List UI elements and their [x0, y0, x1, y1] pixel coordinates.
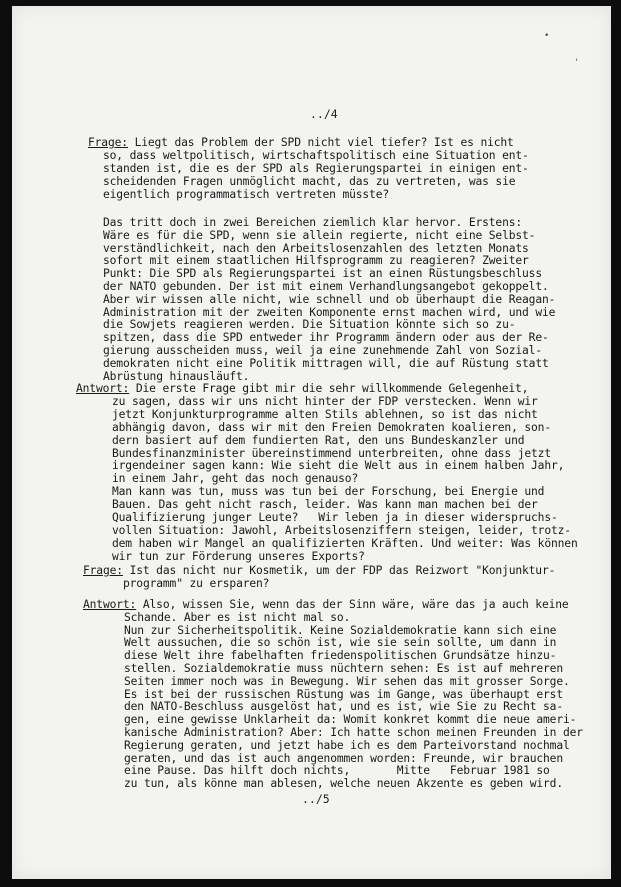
text-line: [124, 777, 563, 790]
line-text: zu tun, als könne man ablesen, welche neuen Akzente es geben wird.: [124, 777, 563, 791]
line-text: demokraten nicht eine Politik mittragen will, die auf Rüstung statt: [103, 356, 549, 370]
text-line: [124, 713, 576, 726]
line-text: eigentlich programmatisch vertreten müsste?: [103, 188, 390, 201]
line-text: in einem Jahr, geht das noch genauso?: [112, 472, 359, 486]
text-line: [112, 511, 558, 524]
text-line: [112, 408, 538, 421]
page-marker-bottom: ../5: [302, 792, 330, 806]
text-line: [124, 624, 556, 637]
text-line: [124, 611, 350, 624]
speaker-label: Frage:: [88, 136, 128, 149]
line-text: standen ist, die es der SPD als Regierungspartei in einigen ent-: [103, 162, 529, 175]
line-text: diese Welt ihre fabelhaften friedenspolitischen Grundsätze hinzu-: [124, 649, 557, 663]
speaker-label: Antwort:: [76, 382, 130, 395]
line-text: Regierung geraten, und jetzt habe ich es dem Parteivorstand nochmal: [124, 738, 570, 752]
text-line: [124, 700, 563, 713]
line-text: Die erste Frage gibt mir die sehr willkommende Gelegenheit,: [129, 382, 529, 395]
document-page: [12, 6, 611, 879]
line-text: den NATO-Beschluss ausgelöst hat, und es ist, wie Sie zu Recht sa-: [124, 700, 563, 714]
text-line: [103, 357, 549, 370]
line-text: Qualifizierung junger Leute? Wir leben ja in dieser widerspruchs-: [112, 511, 558, 524]
line-text: dem haben wir Mangel an qualifizierten Kräften. Und weiter: Was können: [112, 536, 578, 550]
text-line: [123, 577, 269, 590]
text-line: [103, 306, 555, 319]
text-line: [103, 344, 542, 357]
line-text: verständlichkeit, nach den Arbeitslosenzahlen des letzten Monats: [103, 241, 529, 255]
line-text: Punkt: Die SPD als Regierungspartei ist an einen Rüstungsbeschluss: [103, 267, 542, 281]
line-text: Abrüstung hinausläuft.: [103, 369, 250, 383]
speaker-label: Antwort:: [83, 598, 137, 611]
text-line: [112, 434, 524, 447]
text-line: [103, 162, 529, 175]
text-line: [112, 472, 358, 485]
text-line: [124, 739, 570, 752]
corner-mark: ': [574, 58, 580, 68]
line-text: Seiten immer noch was in Bewegung. Wir sehen das mit grosser Sorge.: [124, 674, 570, 688]
text-line: [88, 136, 514, 149]
text-line: [103, 242, 529, 255]
text-line: [103, 254, 529, 267]
line-text: Aber wir wissen alle nicht, wie schnell und ob überhaupt die Reagan-: [103, 292, 556, 306]
text-line: [124, 675, 570, 688]
text-line: [103, 331, 549, 344]
text-line: [112, 447, 551, 460]
text-line: [124, 649, 556, 662]
line-text: Ist das nicht nur Kosmetik, um der FDP das Reizwort "Konjunktur-: [122, 564, 556, 577]
text-line: [112, 537, 578, 550]
page-marker-top: ../4: [310, 107, 338, 121]
text-line: [124, 752, 563, 765]
line-text: jetzt Konjunkturprogramme alten Stils ablehnen, so ist das nicht: [112, 407, 538, 421]
text-line: [112, 459, 564, 472]
line-text: Also, wissen Sie, wenn das der Sinn wäre, wäre das ja auch keine: [136, 598, 569, 611]
text-line: [112, 524, 571, 537]
line-text: geraten, und das ist auch angenommen worden: Freunde, wir brauchen: [124, 751, 563, 765]
text-line: [103, 175, 515, 188]
text-line: [103, 149, 529, 162]
line-text: sofort mit einem staatlichen Hilfsprogramm zu reagieren? Zweiter: [103, 254, 529, 268]
line-text: zu sagen, dass wir uns nicht hinter der FDP verstecken. Wenn wir: [112, 394, 538, 408]
text-line: [103, 188, 389, 201]
line-text: Es ist bei der russischen Rüstung was im Gange, was überhaupt erst: [124, 687, 563, 701]
line-text: die Sowjets reagieren werden. Die Situation könnte sich so zu-: [103, 318, 516, 332]
text-line: [83, 564, 555, 577]
line-text: der NATO gebunden. Der ist mit einem Verhandlungsangebot gekoppelt.: [103, 280, 549, 293]
line-text: stellen. Sozialdemokratie muss nüchtern sehen: Es ist auf mehreren: [124, 662, 563, 675]
text-line: [103, 318, 515, 331]
line-text: vollen Situation: Jawohl, Arbeitslosenziffern steigen, leider, trotz-: [112, 523, 571, 537]
line-text: Bundesfinanzminister übereinstimmend unterbreiten, ohne dass jetzt: [112, 446, 551, 460]
text-line: [112, 485, 544, 498]
text-line: [124, 636, 556, 649]
line-text: Wäre es für die SPD, wenn sie allein regierte, nicht eine Selbst-: [103, 228, 536, 242]
corner-mark: •: [544, 31, 550, 41]
text-line: [103, 267, 542, 280]
line-text: gen, eine gewisse Unklarheit da: Womit konkret kommt die neue ameri-: [124, 713, 577, 727]
text-line: [112, 395, 538, 408]
text-line: [83, 598, 569, 611]
text-line: [103, 229, 535, 242]
text-line: [103, 370, 249, 383]
line-text: scheidenden Fragen unmöglicht macht, das zu vertreten, was sie: [103, 175, 516, 188]
text-line: [76, 382, 528, 395]
line-text: Man kann was tun, muss was tun bei der Forschung, bei Energie und: [112, 485, 545, 499]
text-line: [124, 662, 563, 675]
text-line: [103, 293, 555, 306]
text-line: [103, 216, 522, 229]
line-text: dern basiert auf dem fundierten Rat, den uns Bundeskanzler und: [112, 433, 525, 447]
line-text: Nun zur Sicherheitspolitik. Keine Sozialdemokratie kann sich eine: [124, 623, 557, 637]
line-text: abhängig davon, dass wir mit den Freien Demokraten koalieren, son-: [112, 420, 551, 434]
text-line: [112, 498, 538, 511]
line-text: Bauen. Das geht nicht rasch, leider. Was kann man machen bei der: [112, 498, 538, 512]
line-text: Das tritt doch in zwei Bereichen ziemlich klar hervor. Erstens:: [103, 216, 523, 229]
line-text: programm" zu ersparen?: [123, 577, 270, 590]
line-text: Liegt das Problem der SPD nicht viel tiefer? Ist es nicht: [127, 136, 514, 149]
line-text: gierung ausscheiden muss, weil ja eine zunehmende Zahl von Sozial-: [103, 344, 542, 357]
line-text: eine Pause. Das hilft doch nichts, Mitte Februar 1981 so: [124, 764, 550, 778]
line-text: Administration mit der zweiten Komponente ernst machen wird, und wie: [103, 305, 556, 319]
text-line: [124, 764, 550, 777]
line-text: Schande. Aber es ist nicht mal so.: [124, 610, 351, 624]
line-text: spitzen, dass die SPD entweder ihr Programm ändern oder aus der Re-: [103, 331, 549, 345]
line-text: wir tun zur Förderung unseres Exports?: [112, 549, 365, 563]
line-text: kanische Administration? Aber: Ich hatte schon meinen Freunden in der: [124, 726, 583, 739]
line-text: Welt aussuchen, die so schön ist, wie sie sein sollte, um dann in: [124, 636, 557, 650]
line-text: irgendeiner sagen kann: Wie sieht die Welt aus in einem halben Jahr,: [112, 459, 565, 473]
text-line: [124, 726, 583, 739]
line-text: so, dass weltpolitisch, wirtschaftspolitisch eine Situation ent-: [103, 149, 529, 162]
text-line: [124, 688, 563, 701]
speaker-label: Frage:: [83, 564, 123, 577]
text-line: [112, 550, 365, 563]
text-line: [112, 421, 551, 434]
text-line: [103, 280, 549, 293]
